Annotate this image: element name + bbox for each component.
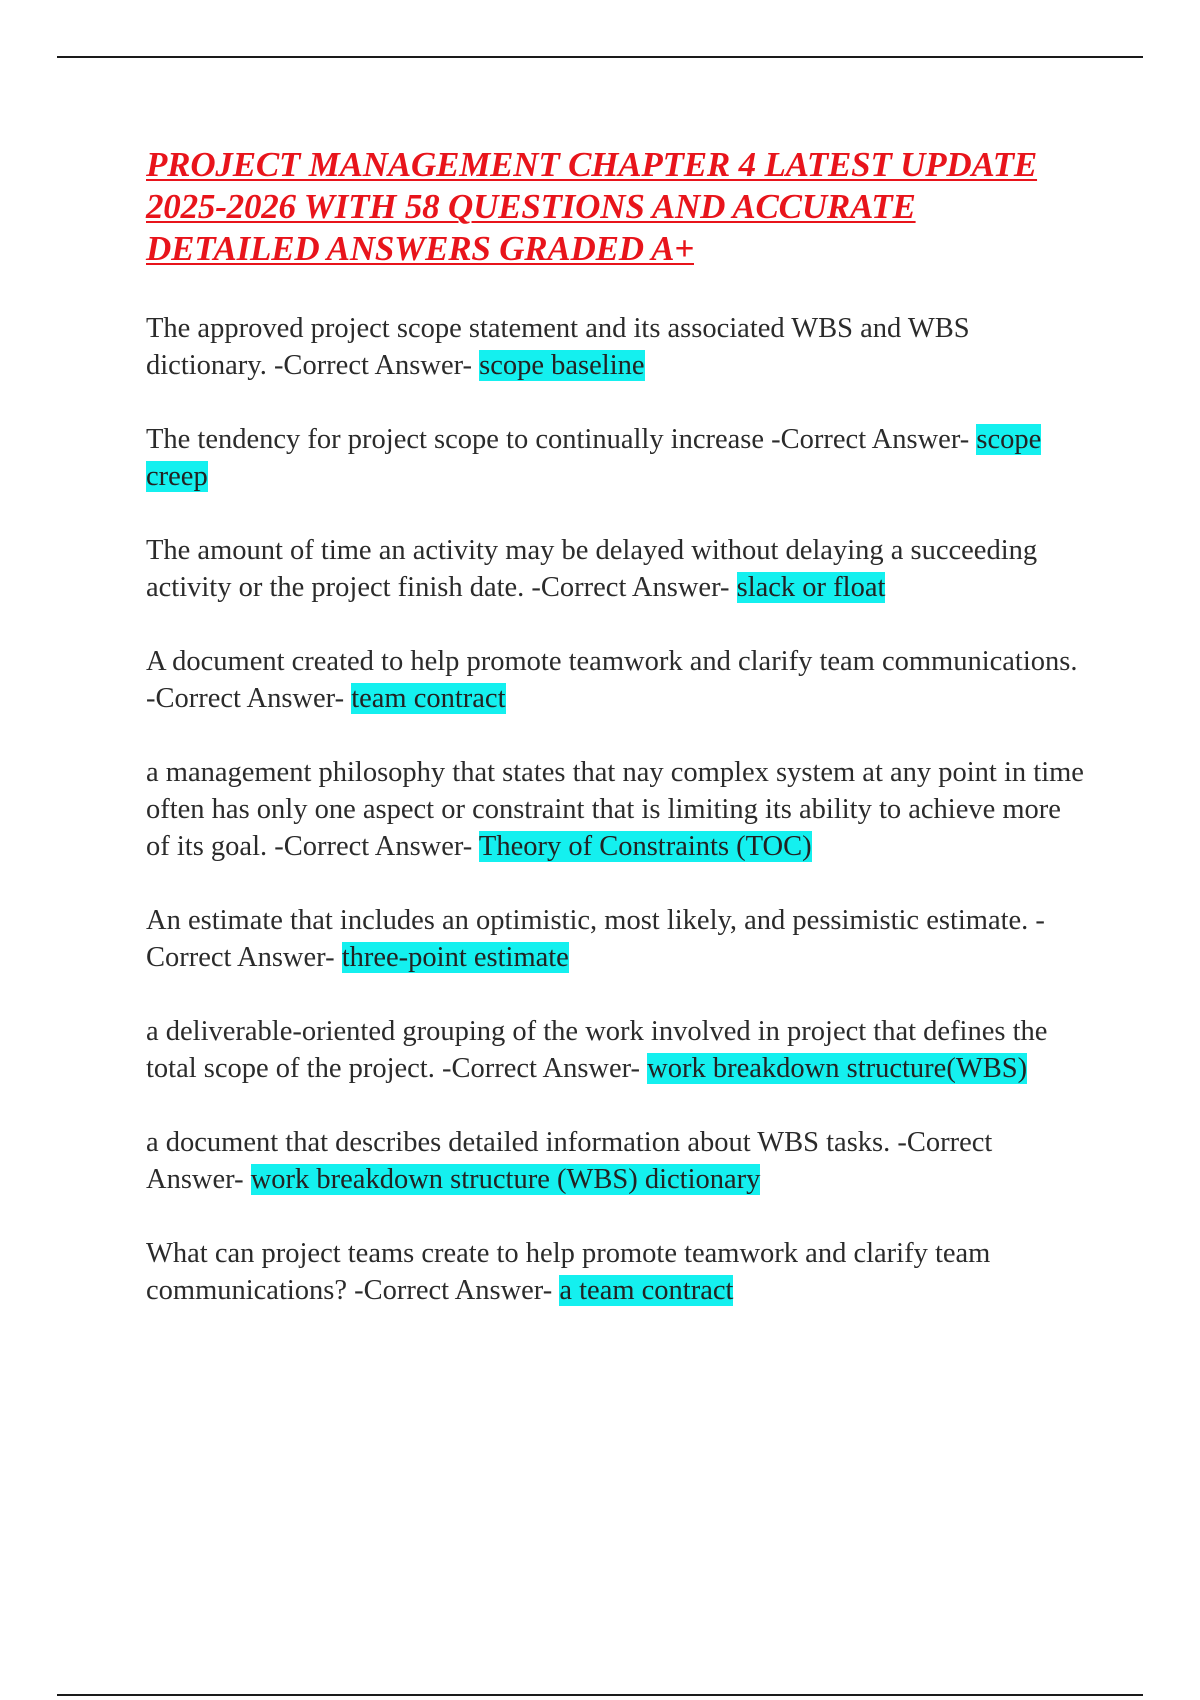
bottom-rule xyxy=(57,1694,1143,1696)
question-text: a management philosophy that states that nay complex system at any point in time often has only one aspect or constraint that is limiting its ability to achieve more of its goal. -Correct Answer- xyxy=(146,757,1084,862)
question-text: a deliverable-oriented grouping of the work involved in project that defines the total scope of the project. -Correct Answer- xyxy=(146,1016,1048,1084)
answer-highlight: work breakdown structure(WBS) xyxy=(647,1053,1028,1084)
qa-item xyxy=(146,902,1086,976)
answer-highlight: scope baseline xyxy=(479,350,645,381)
answer-highlight: Theory of Constraints (TOC) xyxy=(478,831,812,862)
qa-item xyxy=(146,532,1086,606)
qa-item xyxy=(146,1235,1086,1309)
qa-item xyxy=(146,421,1086,495)
answer-highlight: slack or float xyxy=(736,572,886,603)
qa-item xyxy=(146,1124,1086,1198)
question-text: A document created to help promote teamwork and clarify team communications. -Correct Answer- xyxy=(146,646,1078,714)
answer-highlight: work breakdown structure (WBS) dictionary xyxy=(250,1164,761,1195)
question-text: What can project teams create to help promote teamwork and clarify team communications? -Correct Answer- xyxy=(146,1238,991,1306)
top-rule xyxy=(57,56,1143,58)
document-body xyxy=(146,144,1086,1346)
question-text: An estimate that includes an optimistic, most likely, and pessimistic estimate. -Correct Answer- xyxy=(146,905,1045,973)
answer-highlight: a team contract xyxy=(559,1275,734,1306)
question-text: The amount of time an activity may be delayed without delaying a succeeding activity or the project finish date. -Correct Answer- xyxy=(146,535,1038,603)
qa-item xyxy=(146,754,1086,865)
answer-highlight: scope creep xyxy=(146,424,1042,492)
qa-item xyxy=(146,643,1086,717)
question-text: The approved project scope statement and its associated WBS and WBS dictionary. -Correct Answer- xyxy=(146,313,970,381)
question-text: The tendency for project scope to continually increase -Correct Answer- xyxy=(146,424,977,455)
question-text: a document that describes detailed information about WBS tasks. -Correct Answer- xyxy=(146,1127,993,1195)
qa-item xyxy=(146,310,1086,384)
answer-highlight: team contract xyxy=(351,683,506,714)
document-title: PROJECT MANAGEMENT CHAPTER 4 LATEST UPDATE 2025-2026 WITH 58 QUESTIONS AND ACCURATE DETAILED ANSWERS GRADED A+ xyxy=(146,145,1038,268)
answer-highlight: three-point estimate xyxy=(341,942,569,973)
qa-item xyxy=(146,1013,1086,1087)
